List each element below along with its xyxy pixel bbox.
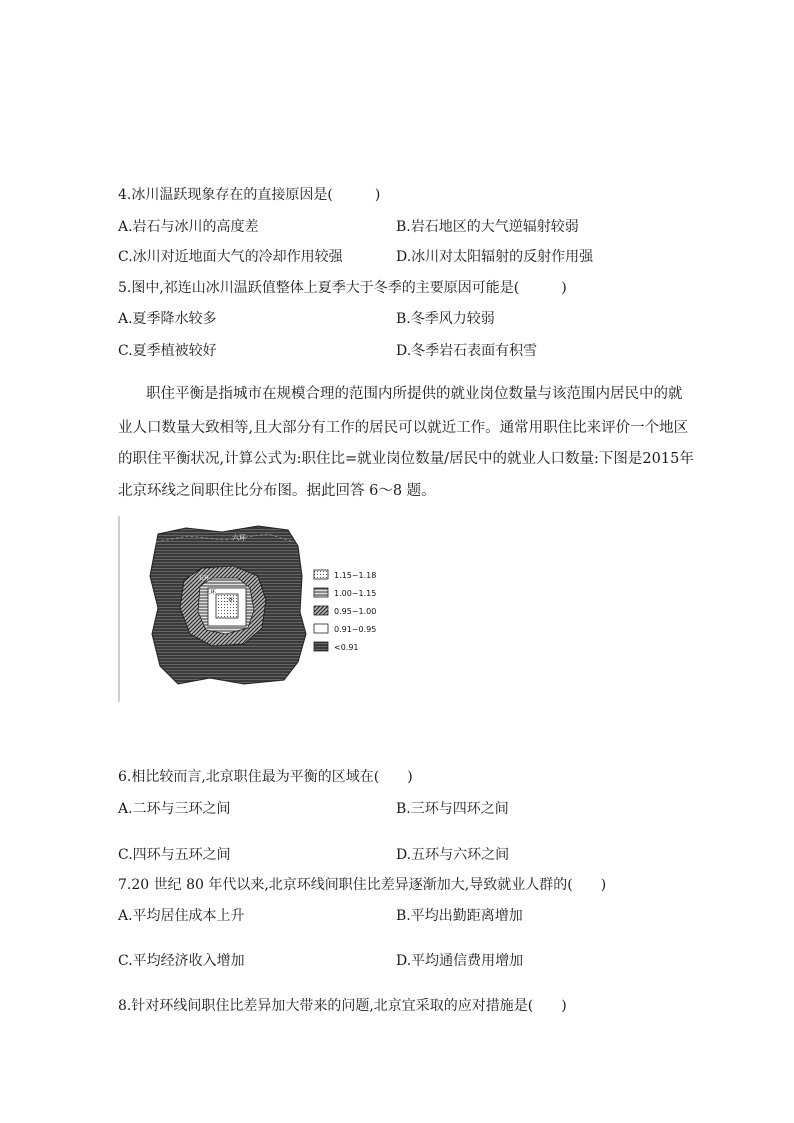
- question-6-option-d: D.五环与六环之间: [396, 847, 510, 863]
- question-6-option-c: C.四环与五环之间: [118, 847, 231, 863]
- question-4-option-d: D.冰川对太阳辐射的反射作用强: [396, 249, 594, 265]
- question-6-option-a: A.二环与三环之间: [118, 801, 231, 817]
- question-5-option-c: C.夏季植被较好: [118, 343, 217, 359]
- question-6-option-b: B.三环与四环之间: [396, 801, 509, 817]
- beijing-ring-map-figure: [118, 516, 388, 702]
- question-4-stem: 4.冰川温跃现象存在的直接原因是( ): [118, 187, 381, 203]
- question-5-option-d: D.冬季岩石表面有积雪: [396, 343, 538, 359]
- legend-label-5: <0.91: [334, 643, 359, 652]
- legend-swatch-2: [314, 588, 328, 597]
- question-7-option-a: A.平均居住成本上升: [118, 908, 245, 924]
- question-7-option-c: C.平均经济收入增加: [118, 953, 245, 969]
- legend-label-3: 0.95~1.00: [334, 607, 377, 616]
- ring-label-fifth: 五环: [198, 575, 211, 582]
- question-4-option-c: C.冰川对近地面大气的冷却作用较强: [118, 249, 343, 265]
- legend-swatch-3: [314, 606, 328, 615]
- question-5-option-a: A.夏季降水较多: [118, 311, 217, 327]
- passage-line-4: 北京环线之间职住比分布图。据此回答 6～8 题。: [118, 483, 436, 499]
- legend-swatch-4: [314, 624, 328, 633]
- question-8-stem: 8.针对环线间职住比差异加大带来的问题,北京宜采取的应对措施是( ): [118, 998, 567, 1014]
- question-6-stem: 6.相比较而言,北京职住最为平衡的区域在( ): [118, 769, 413, 785]
- question-7-option-d: D.平均通信费用增加: [396, 953, 524, 969]
- legend-label-2: 1.00~1.15: [334, 589, 377, 598]
- question-5-option-b: B.冬季风力较弱: [396, 311, 495, 327]
- legend-swatch-5: [314, 642, 328, 651]
- ring-label-sixth: 六环: [232, 534, 246, 542]
- legend-label-4: 0.91~0.95: [334, 625, 377, 634]
- question-4-option-a: A.岩石与冰川的高度差: [118, 219, 259, 235]
- question-5-stem: 5.图中,祁连山冰川温跃值整体上夏季大于冬季的主要原因可能是( ): [118, 280, 567, 296]
- question-7-option-b: B.平均出勤距离增加: [396, 908, 523, 924]
- passage-line-1: 职住平衡是指城市在规模合理的范围内所提供的就业岗位数量与该范围内居民中的就: [146, 386, 683, 402]
- question-7-stem: 7.20 世纪 80 年代以来,北京环线间职住比差异逐渐加大,导致就业人群的( ): [118, 877, 607, 893]
- ring-label-third: 三环: [204, 589, 217, 596]
- map-legend: [314, 570, 376, 652]
- passage-line-2: 业人口数量大致相等,且大部分有工作的居民可以就近工作。通常用职住比来评价一个地区: [118, 420, 689, 436]
- question-4-option-b: B.岩石地区的大气逆辐射较弱: [396, 219, 579, 235]
- ring-label-second: 二环: [222, 597, 235, 604]
- legend-swatch-1: [314, 570, 328, 579]
- legend-label-1: 1.15~1.18: [334, 571, 377, 580]
- passage-line-3: 的职住平衡状况,计算公式为:职住比=就业岗位数量/居民中的就业人口数量:下图是2015年: [118, 451, 694, 467]
